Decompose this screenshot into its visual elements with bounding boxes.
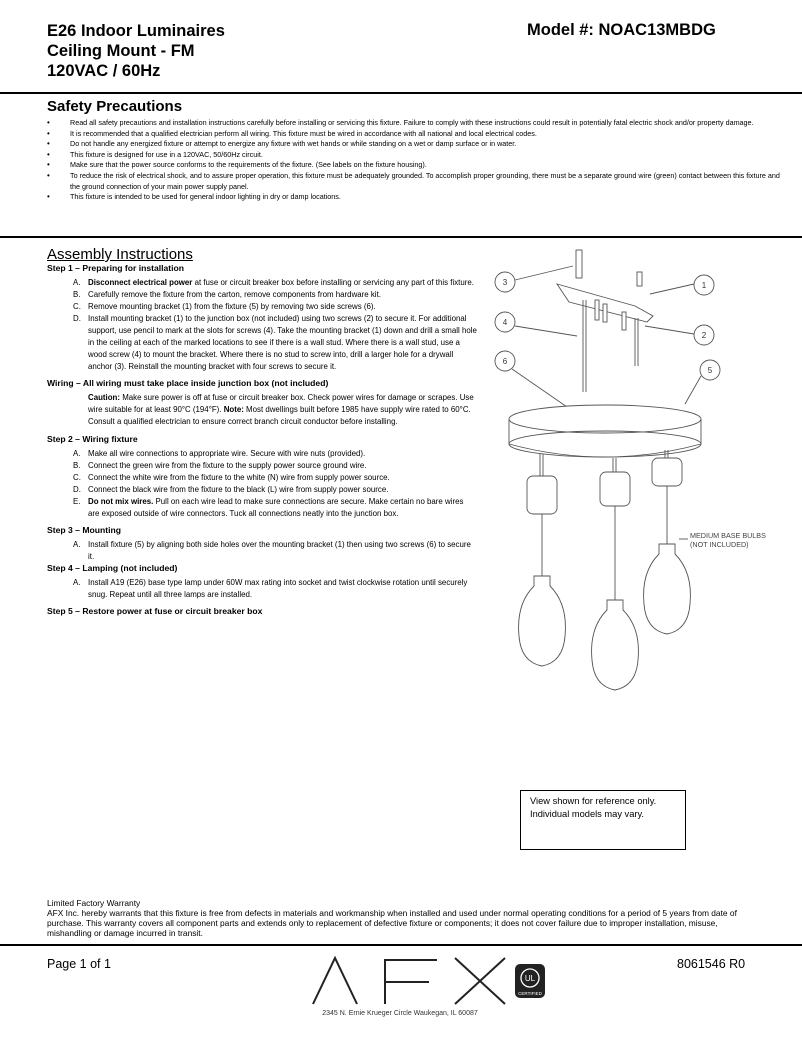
step5-title: Step 5 – Restore power at fuse or circuit breaker box [47,606,263,616]
step-letter: E. [73,497,81,506]
step-item [47,448,477,460]
safety-item: • Make sure that the power source conforms to the requirements of the fixture. (See labels on the fixture housing). [47,160,782,171]
wiring-caution [47,392,477,428]
step-bold: Do not mix wires. [88,497,154,506]
step-text: Connect the white wire from the fixture to the white (N) wire from supply power source. [88,473,390,482]
step-item [47,289,477,301]
step-text: at fuse or circuit breaker box before installing or servicing any part of this fixture. [192,278,474,287]
safety-item: • It is recommended that a qualified electrician perform all wiring. This fixture must be wired in accordance with all national and local electrical codes. [47,129,782,140]
title-line-voltage: 120VAC / 60Hz [47,62,161,80]
step-letter: A. [73,578,81,587]
header-divider [0,92,802,94]
step-text: Connect the green wire from the fixture to the supply power source ground wire. [88,461,367,470]
company-address: 2345 N. Ernie Krueger Circle Waukegan, IL 60087 [322,1010,478,1017]
page-number: Page 1 of 1 [47,957,111,971]
callout-label: 6 [502,357,508,366]
step-text: Connect the black wire from the fixture to the black (L) wire from supply power source. [88,485,389,494]
step-text: Install mounting bracket (1) to the junction box (not included) using two screws (2) to secure it. For additional support, use pencil to mark at the slots for screws (4). Take the mounting bracket (1) down and drill a small hole in the ceiling at each of the marked locations to see if there is a wall stud. Where there is a wall stud, use a wood screw (4) to mount the bracket. Where there is no stud to screw into, drill a larger hole for a drywall anchor (3). Reinstall the mounting bracket with four screws to secure it. [88,314,477,371]
callout-label: 3 [502,278,508,287]
logo-letter-x [455,958,505,1004]
bulbs-label-line2: (NOT INCLUDED) [690,540,749,549]
caution-text: Make sure power is off at fuse or circuit breaker box. Check power wires for damage or scrapes. Use wire suitable for at least 90°C (194°F). [88,393,474,414]
assembly-section [47,246,477,616]
step-text: Carefully remove the fixture from the carton, remove components from hardware kit. [88,290,381,299]
step-letter: C. [73,302,81,311]
step-letter: C. [73,473,81,482]
step-letter: D. [73,485,81,494]
safety-heading: Safety Precautions [47,98,183,115]
step-item [47,577,477,601]
step-letter: A. [73,278,81,287]
assembly-heading: Assembly Instructions [47,246,193,263]
logo-letter-a [313,958,357,1004]
callout-label: 1 [701,281,707,290]
ul-certified-mark [515,964,545,998]
fixture-diagram [485,244,795,714]
callout-label: 5 [707,366,713,375]
step3-list [47,539,477,563]
step2-title: Step 2 – Wiring fixture [47,434,138,444]
bulbs-label-line1: MEDIUM BASE BULBS [690,531,766,540]
step-item [47,277,477,289]
step-text: Install A19 (E26) base type lamp under 60W max rating into socket and twist clockwise rotation until securely snug. Repeat until all three lamps are installed. [88,578,468,599]
bulbs-label [690,531,766,549]
step1-title: Step 1 – Preparing for installation [47,263,185,273]
step1-list [47,277,477,373]
note-text: Most dwellings built before 1985 have supply wire rated to 60°C. Consult a qualified electrician to ensure correct branch circuit conductor before installing. [88,405,471,426]
step-letter: D. [73,314,81,323]
step-item [47,496,477,520]
step-text: Install fixture (5) by aligning both side holes over the mounting bracket (1) then using two screws (6) to secure it. [88,540,471,561]
wiring-title: Wiring – All wiring must take place inside junction box (not included) [47,378,329,388]
callout-label: 4 [502,318,508,327]
step4-title: Step 4 – Lamping (not included) [47,563,178,573]
step-item [47,539,477,563]
safety-item: • Read all safety precautions and installation instructions carefully before installing or servicing this fixture. Failure to comply with these instructions could result in potentially fatal electric shock and/or property damage. [47,118,782,129]
afx-logo [305,952,555,1008]
footer-divider [0,944,802,946]
step3-title: Step 3 – Mounting [47,525,121,535]
step4-list [47,577,477,601]
warranty-text: AFX Inc. hereby warrants that this fixture is free from defects in materials and workmanship when installed and used under normal operating conditions for a period of 5 years from date of purchase. This warranty covers all component parts and extends only to replacement of defective fixture or components; it does not cover failure due to improper installation, misuse, mishandling or damage incurred in transit. [47,908,737,938]
step-text: Remove mounting bracket (1) from the fixture (5) by removing two side screws (6). [88,302,376,311]
step2-list [47,448,477,520]
title-line-mount: Ceiling Mount - FM [47,42,195,60]
caution-label: Caution: [88,393,120,402]
warranty-section [47,898,762,938]
document-code: 8061546 R0 [677,957,746,971]
safety-item: • To reduce the risk of electrical shock, and to assure proper operation, this fixture must be adequately grounded. To accomplish proper grounding, there must be a separate ground wire (green) contact between this fixture and the ground connection of your main power supply panel. [47,171,782,192]
step-item [47,301,477,313]
document-title [47,21,225,81]
safety-item: • Do not handle any energized fixture or attempt to energize any fixture with wet hands or while standing on a wet or damp surface or in water. [47,139,782,150]
cert-bottom: CERTIFIED [518,991,542,996]
step-text: Make all wire connections to appropriate wire. Secure with wire nuts (provided). [88,449,366,458]
safety-item: • This fixture is intended to be used for general indoor lighting in dry or damp locations. [47,192,782,203]
title-line-product: E26 Indoor Luminaires [47,22,225,40]
step-letter: A. [73,449,81,458]
reference-note: View shown for reference only. Individual models may vary. [520,790,686,850]
step-item [47,460,477,472]
safety-divider [0,236,802,238]
safety-item: • This fixture is designed for use in a 120VAC, 50/60Hz circuit. [47,150,782,161]
step-bold: Disconnect electrical power [88,278,193,287]
step-item [47,472,477,484]
warranty-title: Limited Factory Warranty [47,898,141,908]
step-item [47,313,477,373]
step-letter: B. [73,290,81,299]
step-item [47,484,477,496]
safety-section [47,98,782,203]
callout-label: 2 [701,331,707,340]
step-letter: B. [73,461,81,470]
step-text: Pull on each wire lead to make sure connections are secure. Make certain no bare wires are exposed outside of wire connectors. Tuck all connections neatly into the junction box. [88,497,464,518]
logo-letter-f [385,960,437,1004]
note-label: Note: [223,405,244,414]
safety-list [47,118,782,203]
model-number: Model #: NOAC13MBDG [527,21,716,39]
cert-top: UL [524,974,536,983]
step-letter: A. [73,540,81,549]
